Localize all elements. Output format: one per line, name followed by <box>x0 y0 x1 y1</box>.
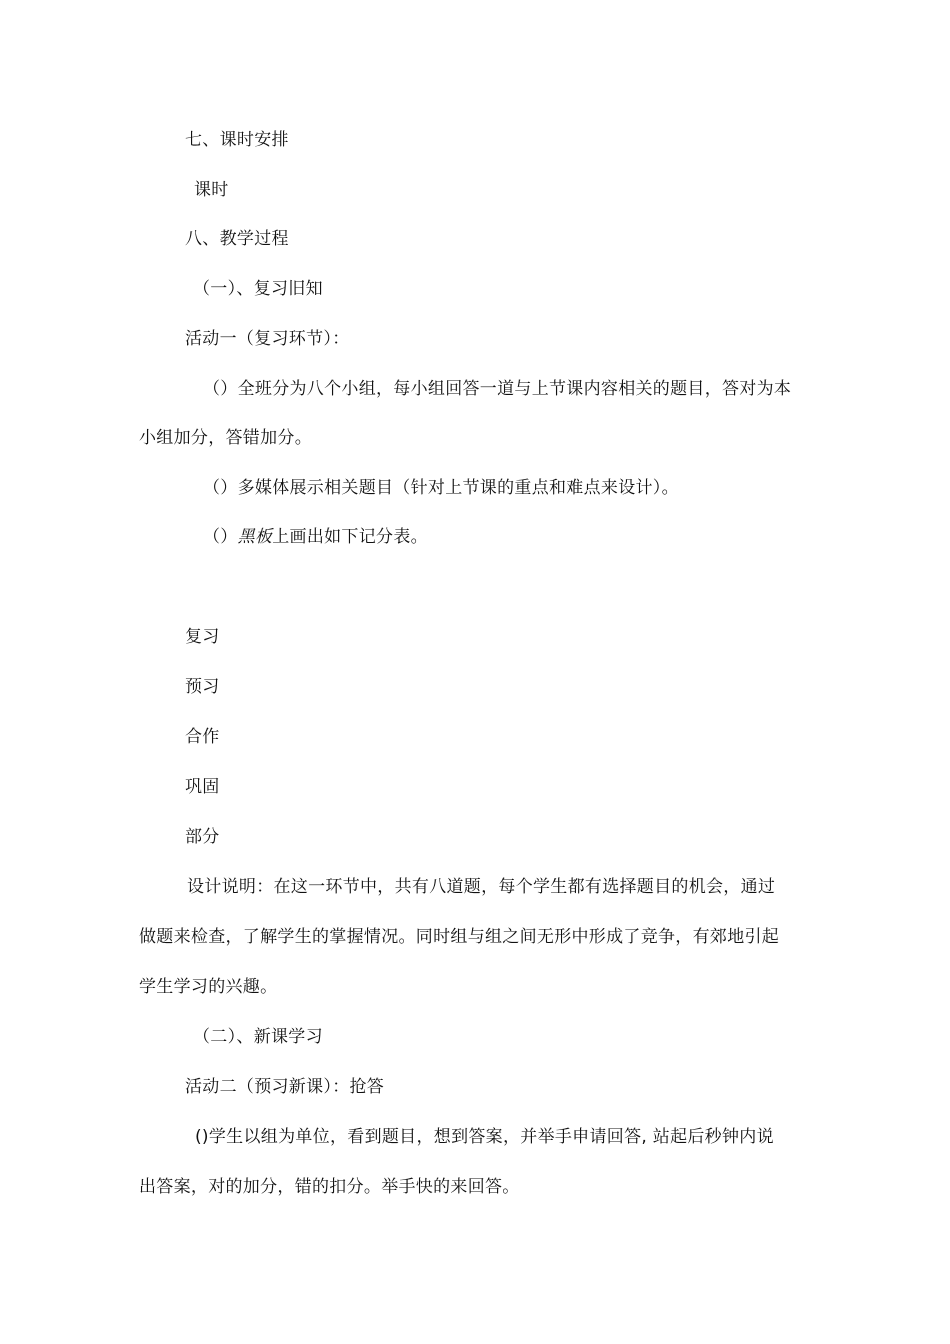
paragraph-line: （）全班分为八个小组，每小组回答一道与上节课内容相关的题目，答对为本 <box>203 379 792 399</box>
design-note-line: 学生学习的兴趣。 <box>139 977 278 997</box>
italic-text-span: 黑板 <box>237 527 273 547</box>
part-heading-review: （一）、复习旧知 <box>193 279 323 299</box>
design-note-line: 做题来检查，了解学生的掌握情况。同时组与组之间无形中形成了竞争，有郊地引起 <box>139 927 780 947</box>
design-note-line: 设计说明：在这一环节中，共有八道题，每个学生都有选择题目的机会，通过 <box>187 877 776 897</box>
paragraph-line: ()学生以组为单位，看到题目，想到答案，并举手申请回答, 站起后秒钟内说 <box>195 1127 774 1147</box>
section-heading-process: 八、教学过程 <box>185 229 289 249</box>
score-table-row: 复习 <box>185 627 220 647</box>
score-table-row: 巩固 <box>185 777 220 797</box>
paragraph-line: 小组加分，答错加分。 <box>139 428 312 448</box>
text-span: （） <box>203 527 238 547</box>
text-span: 上画出如下记分表。 <box>272 527 428 547</box>
paragraph-line: 出答案，对的加分，错的扣分。举手快的来回答。 <box>139 1177 520 1197</box>
score-table-row: 部分 <box>185 827 220 847</box>
part-heading-new-lesson: （二）、新课学习 <box>193 1027 323 1047</box>
score-table-row: 预习 <box>185 677 220 697</box>
paragraph-line <box>203 526 428 548</box>
activity-title-review: 活动一（复习环节）： <box>185 329 350 349</box>
paragraph-line: （）多媒体展示相关题目（针对上节课的重点和难点来设计）。 <box>203 478 679 498</box>
activity-title-new-lesson: 活动二（预习新课）：抢答 <box>185 1077 385 1097</box>
section-body-schedule: 课时 <box>194 180 229 200</box>
score-table-row: 合作 <box>185 727 220 747</box>
section-heading-schedule: 七、课时安排 <box>185 130 289 150</box>
